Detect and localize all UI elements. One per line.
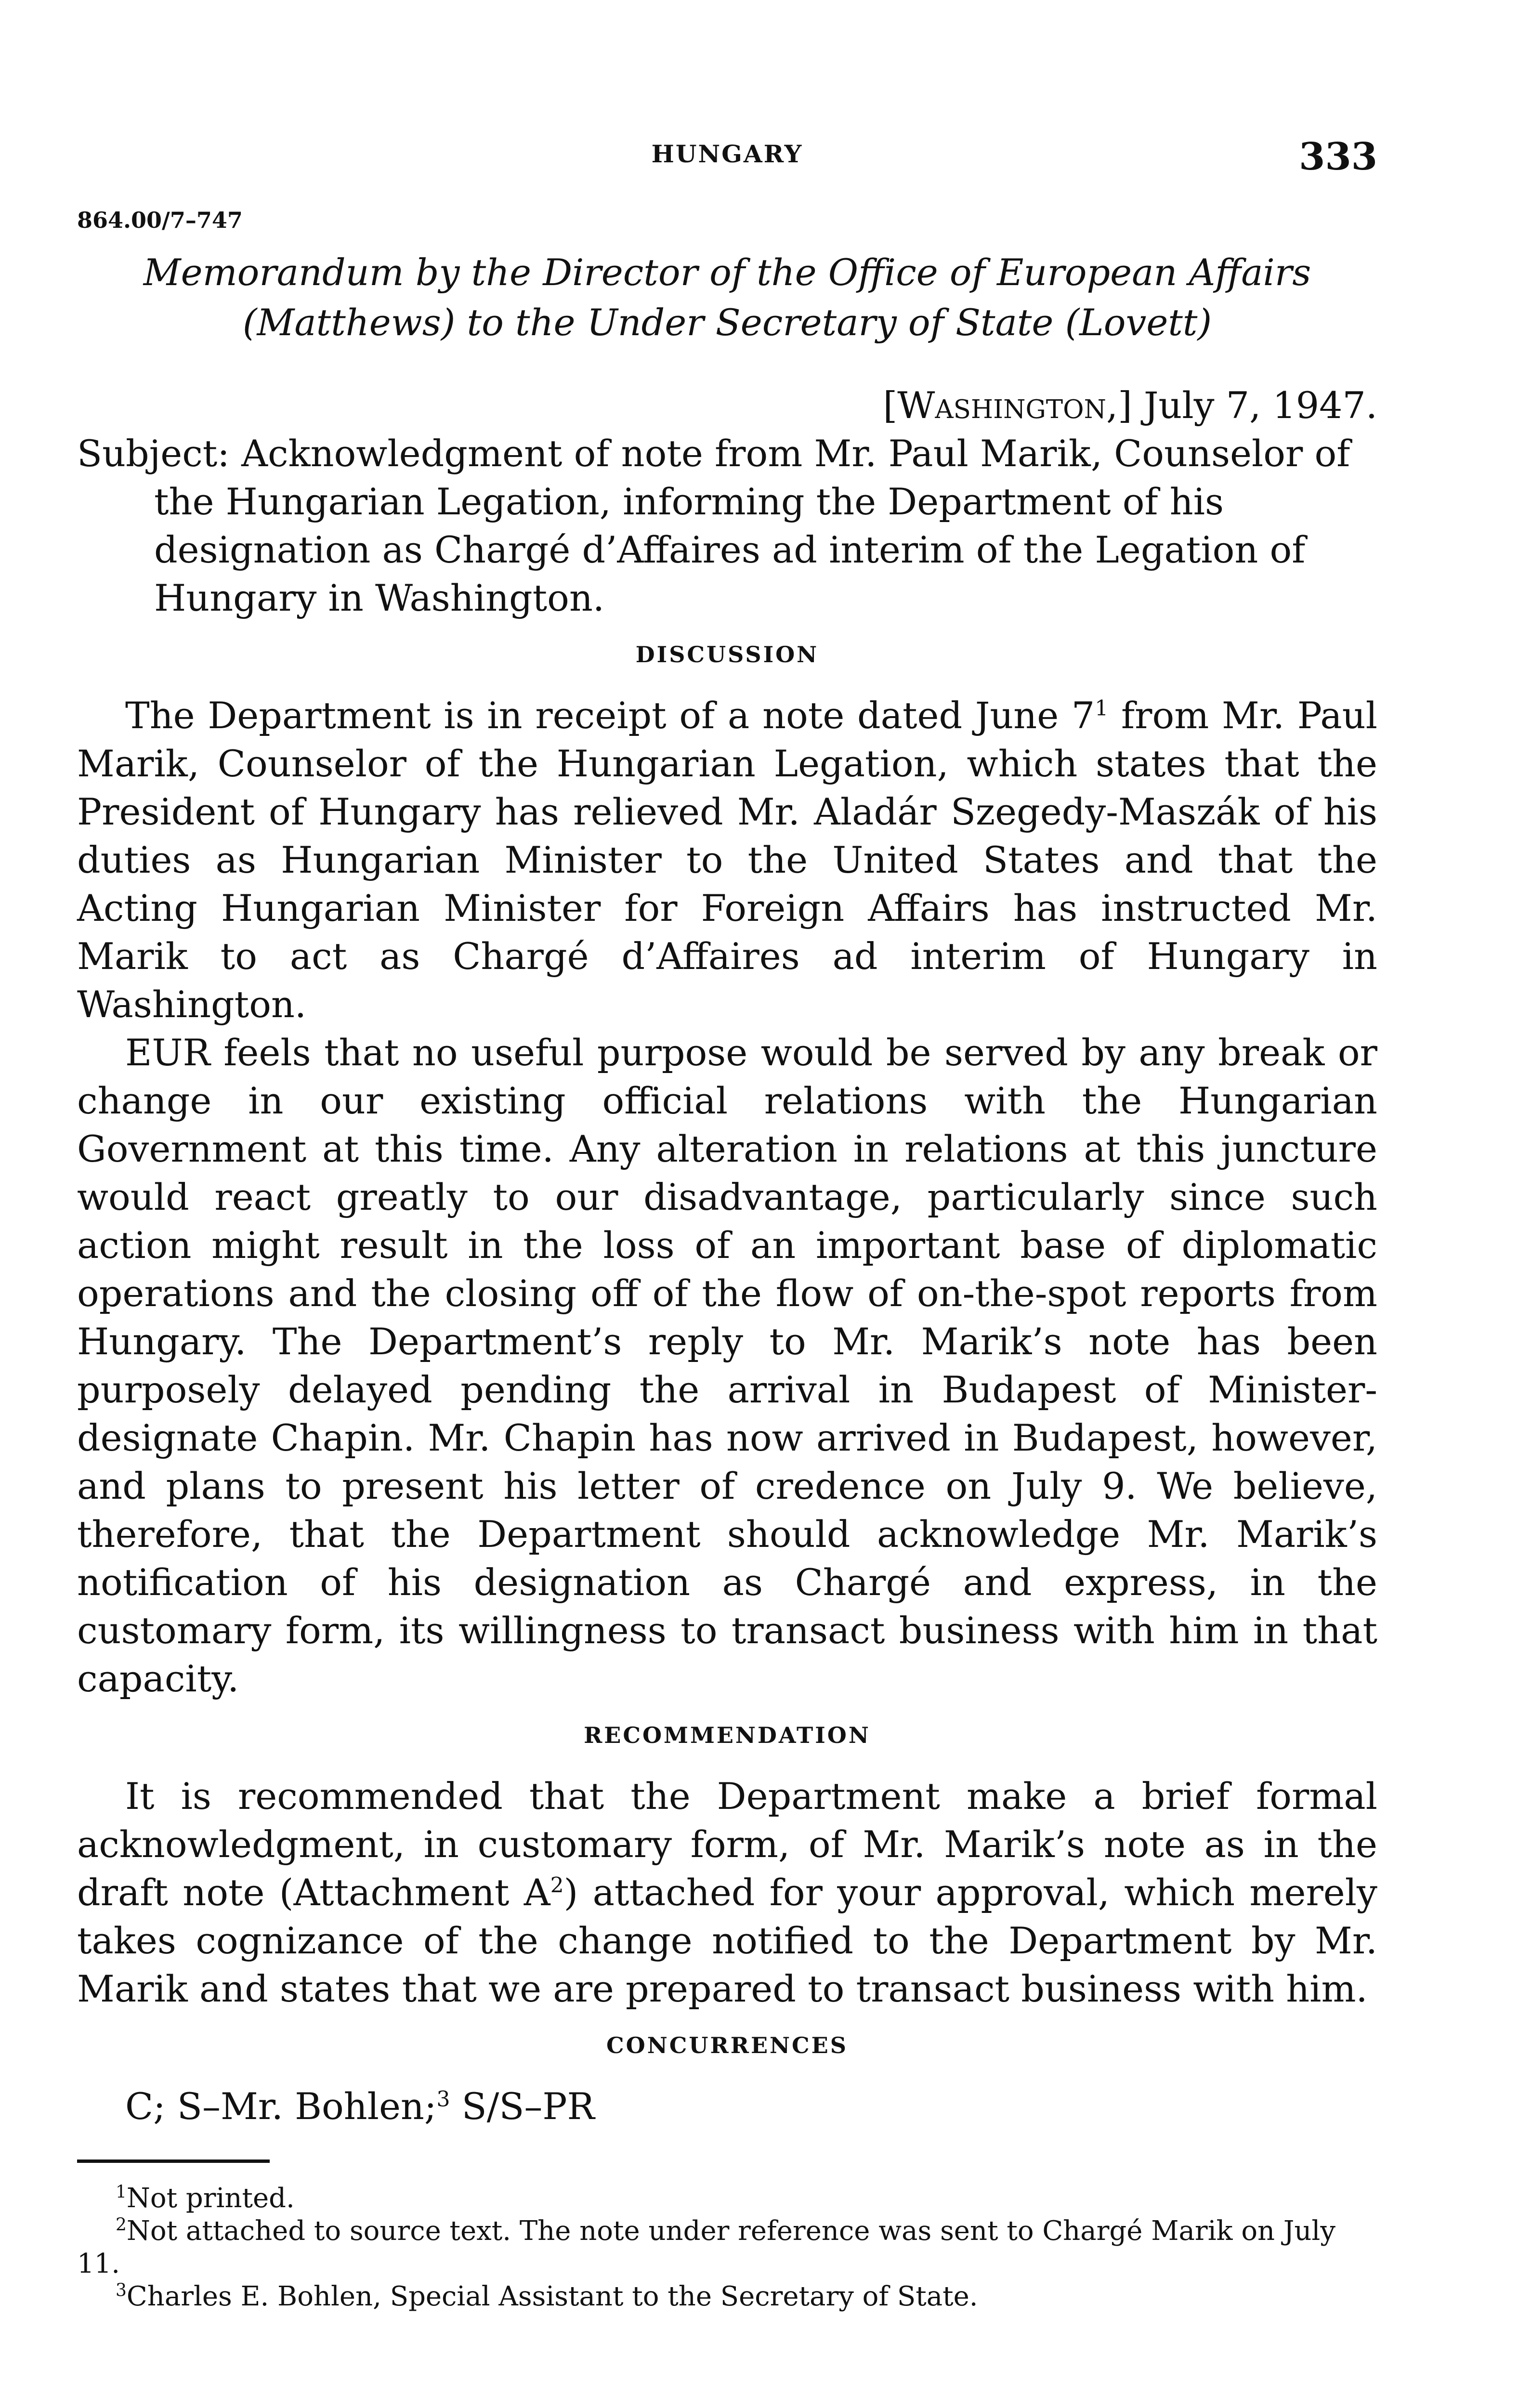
footnote-1 — [77, 2182, 1377, 2215]
footnote-mark: 2 — [116, 2215, 127, 2235]
memo-title: Memorandum by the Director of the Office of European Affairs (Matthews) to the Under Secretary of State (Lovett) — [143, 251, 1311, 344]
recommendation-text-b: ) attached for your approval, which merely takes cognizance of the change notified to the Department by Mr. Marik and states that we are prepared to transact business with him. — [77, 1871, 1377, 2010]
footnote-mark: 1 — [116, 2182, 127, 2202]
discussion-paragraph-2: EUR feels that no useful purpose would be served by any break or change in our existing official relations with the Hungarian Government at this time. Any alteration in relations at this juncture would react greatly to our disadvantage, particularly since such action might result in the loss of an important base of diplomatic operations and the closing off of the flow of on-the-spot reports from Hungary. The Department’s reply to Mr. Marik’s note has been purposely delayed pending the arrival in Budapest of Minister-designate Chapin. Mr. Chapin has now arrived in Budapest, however, and plans to present his letter of credence on July 9. We believe, therefore, that the Department should acknowledge Mr. Marik’s notification of his designation as Chargé and express, in the customary form, its willingness to transact business with him in that capacity. — [77, 1031, 1377, 1700]
footnotes — [77, 2182, 1377, 2313]
recommendation-text-a: It is recommended that the Department make a brief formal acknowledgment, in customary form, of Mr. Marik’s note as in the draft note (Attachment A — [77, 1775, 1377, 1914]
footnote-text: Not attached to source text. The note under reference was sent to Chargé Marik on July 11. — [77, 2215, 1335, 2279]
dateline-date: July 7, 1947. — [1143, 384, 1377, 427]
recommendation-heading: RECOMMENDATION — [584, 1722, 871, 1748]
concurrences-line — [77, 2082, 1377, 2131]
dateline — [77, 381, 1377, 430]
discussion-paragraph-1 — [77, 692, 1377, 1029]
footnote-2 — [77, 2215, 1377, 2280]
concurrences-heading: CONCURRENCES — [606, 2032, 848, 2058]
running-head: HUNGARY — [651, 140, 803, 168]
dateline-place: [Washington,] — [883, 384, 1132, 427]
footnote-rule — [77, 2159, 270, 2163]
page-header — [77, 135, 1377, 178]
footnote-ref-3: 3 — [436, 2087, 450, 2112]
footnote-3 — [77, 2280, 1377, 2313]
discussion-p1-text-a: The Department is in receipt of a note dated June 7 — [125, 694, 1095, 737]
recommendation-paragraph — [77, 1772, 1377, 2013]
concurrences-text-a: C; S–Mr. Bohlen; — [125, 2085, 437, 2128]
concurrences-text-b: S/S–PR — [450, 2085, 595, 2128]
page-number: 333 — [1299, 135, 1377, 179]
footnote-text: Charles E. Bohlen, Special Assistant to the Secretary of State. — [126, 2281, 978, 2312]
footnote-text: Not printed. — [126, 2183, 295, 2214]
footnote-mark: 3 — [116, 2280, 127, 2301]
document-page — [77, 135, 1377, 2313]
footnote-ref-1: 1 — [1095, 696, 1109, 721]
file-number: 864.00/7–747 — [77, 207, 243, 233]
footnote-ref-2: 2 — [550, 1873, 564, 1898]
discussion-heading: DISCUSSION — [635, 641, 819, 667]
discussion-p1-text-b: from Mr. Paul Marik, Counselor of the Hungarian Legation, which states that the President of Hungary has relieved Mr. Aladár Szegedy-Maszák of his duties as Hungarian Minister to the United States and that the Acting Hungarian Minister for Foreign Affairs has instructed Mr. Marik to act as Chargé d’Affaires ad interim of Hungary in Washington. — [77, 694, 1377, 1026]
subject-line: Subject: Acknowledgment of note from Mr. Paul Marik, Counselor of the Hungarian Legation, informing the Department of his designation as Chargé d’Affaires ad interim of the Legation of Hungary in Washington. — [77, 432, 1350, 619]
